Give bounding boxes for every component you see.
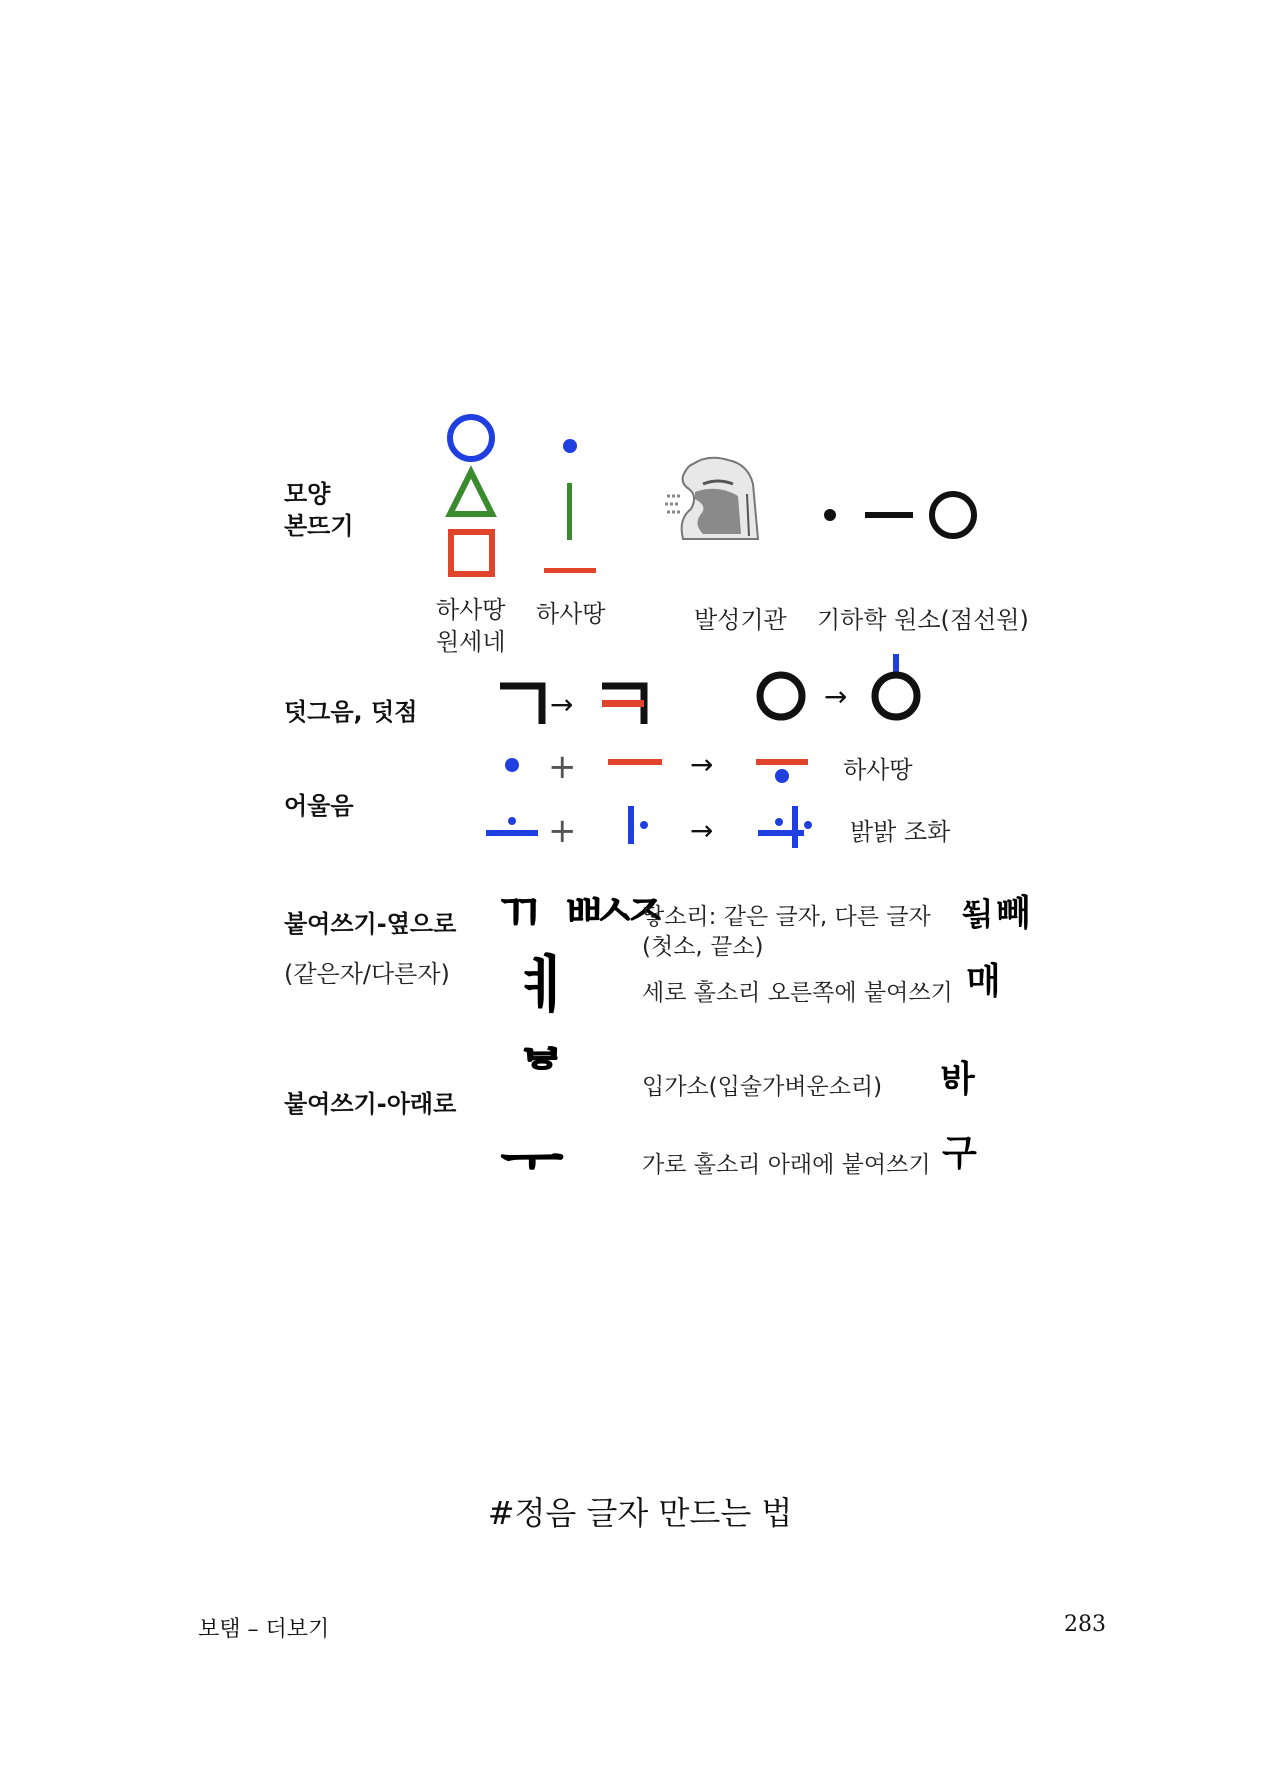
caption-hasattang-1b: 원세네 [436,628,506,656]
giyeok-to-kieuk-icon [498,680,658,730]
glyph-ssang-giyeok: ㄲ [494,884,545,944]
glyph-bieup-sios-jieut: ㅃㅅㅈ [562,884,654,938]
glyph-ye: ㅖ [514,948,574,1021]
side-example-1b: 빼 [996,893,1031,934]
svg-text:→: → [690,748,714,781]
below-desc-2: 가로 홀소리 아래에 붙여쓰기 [642,1152,931,1178]
side-example-2: 매 [966,961,1001,1002]
glyph-bieup-ieung: ᄫ [510,1040,574,1117]
row-label-harmony: 어울음 [284,792,354,820]
row-label-below: 붙여쓰기-아래로 [284,1090,457,1118]
row-label-side: 붙여쓰기-옆으로 [284,910,457,938]
below-example-2: 구 [942,1133,977,1174]
side-desc-1: 닿소리: 같은 글자, 다른 글자 [642,904,931,930]
caption-hasattang-1 [436,594,506,658]
dot-plus-eu-to-u-icon [490,744,820,804]
svg-text:→: → [690,814,714,847]
ieung-to-hieut-icon [756,654,926,724]
caption-vocal-organ: 발성기관 [694,606,787,634]
below-desc-1: 입가소(입술가벼운소리) [642,1074,883,1100]
svg-text:+: + [548,747,577,787]
svg-text:+: + [548,811,577,851]
glyph-u: ᅮ [500,1122,564,1199]
row-label-shape [284,478,354,542]
dot-line-stack-icon [540,428,610,588]
svg-text:→: → [824,680,848,713]
caption-geometry: 기하학 원소(점선원) [817,606,1029,634]
side-desc-3: 세로 홀소리 오른쪽에 붙여쓰기 [642,980,953,1006]
footer-running-title: 보탬 – 더보기 [198,1617,330,1642]
vocal-organ-icon [663,454,773,544]
caption-hasattang-1a: 하사땅 [436,596,506,624]
side-desc-2: (첫소, 끝소) [642,934,764,960]
svg-text:→: → [550,688,574,721]
row-sublabel-side: (같은자/다른자) [284,960,450,988]
dot-line-circle-icon [820,488,990,548]
row-label-stroke: 덧그음, 덧점 [284,698,418,726]
circle-triangle-square-icon [436,412,506,592]
row-label-shape-line1: 모양 [284,480,331,508]
o-plus-a-to-wa-icon [486,806,816,866]
caption-hasattang-2: 하사땅 [536,600,606,628]
footer-page-number: 283 [1064,1612,1106,1637]
side-example-1a: ᄯᅬᆰ [962,895,993,933]
harmony-note-2: 밝밝 조화 [850,818,951,846]
harmony-note-1: 하사땅 [843,756,913,784]
figure-caption: #정음 글자 만드는 법 [487,1494,793,1532]
row-label-shape-line2: 본뜨기 [284,512,354,540]
below-example-1: ᄫᅡ [940,1059,975,1100]
